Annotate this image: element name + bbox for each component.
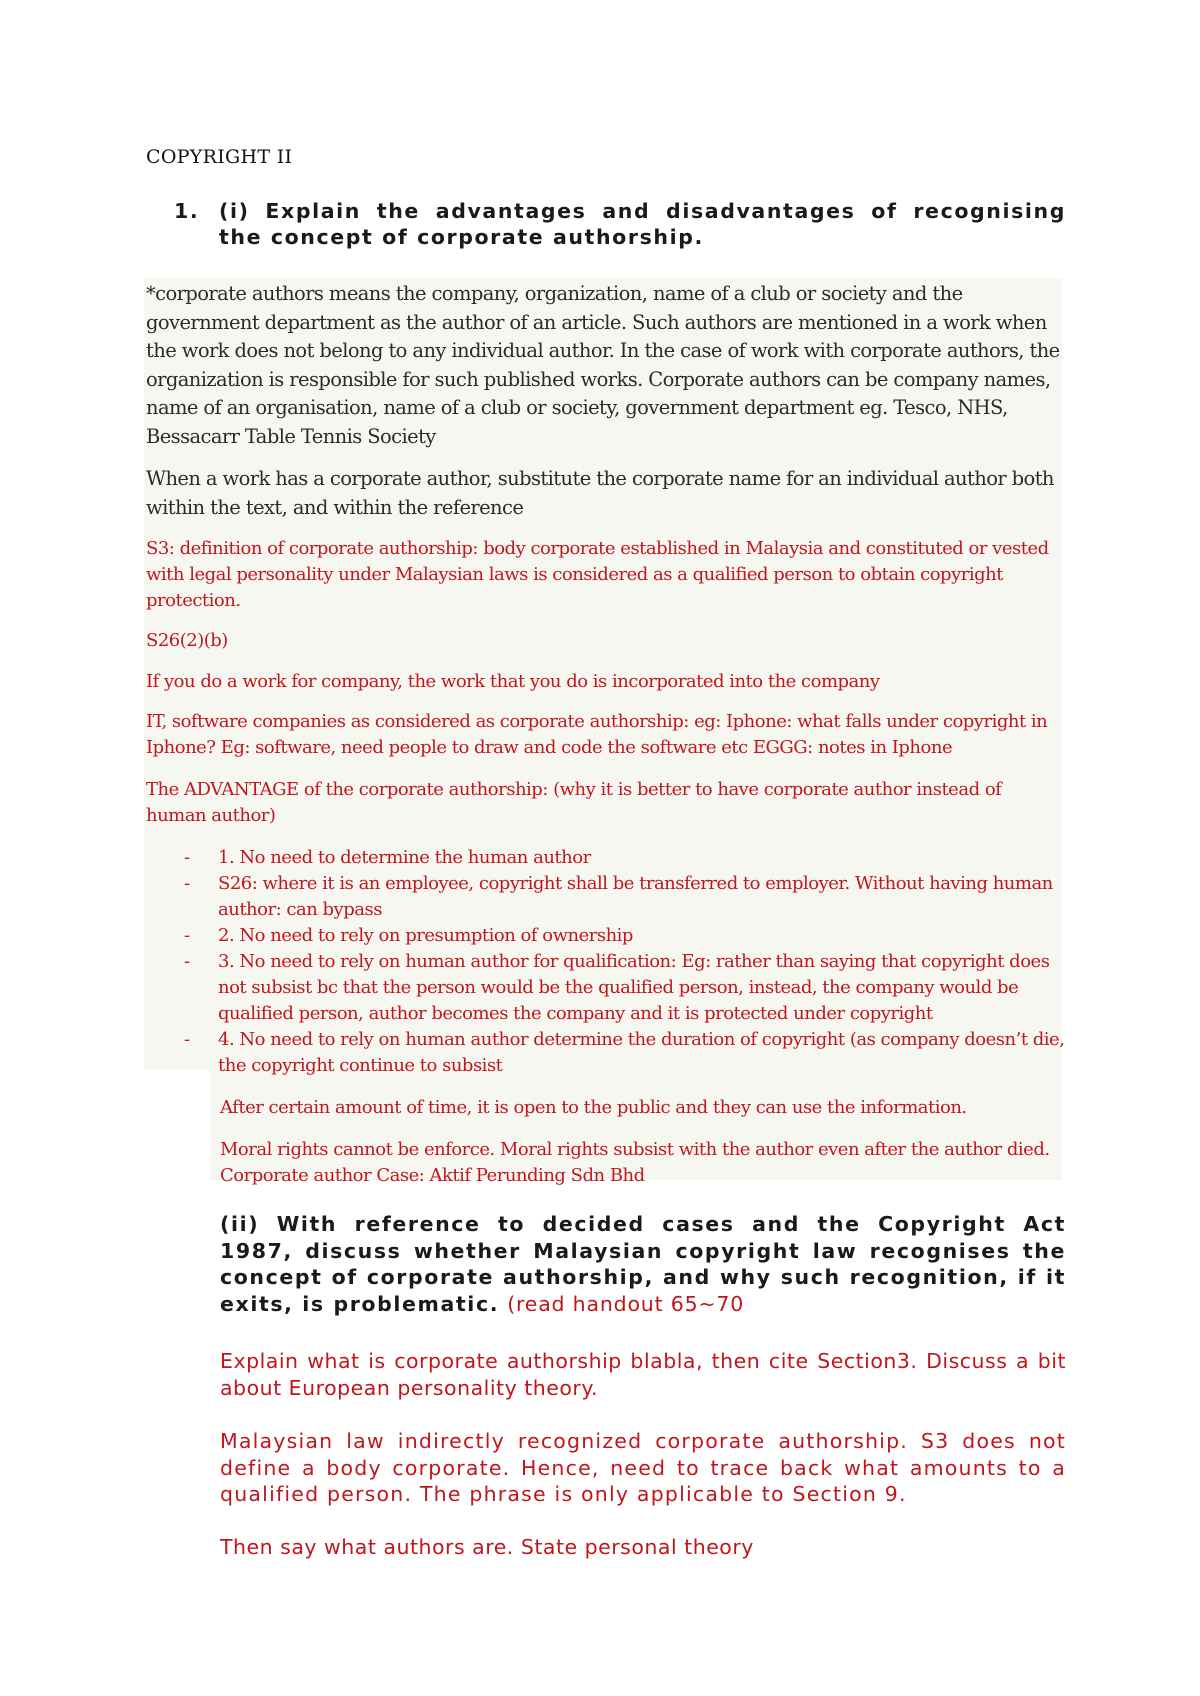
corporate-author-definition: *corporate authors means the company, organization, name of a club or society and the government department as the author of an article. Such authors are mentioned in a work when the work does not belong to any individual author. In the case of work with corporate authors, the organization is responsible for such published works. Corporate authors can be company names, name of an organisation, name of a club or society, government department eg. Tesco, NHS, Bessacarr Table Tennis Society bbox=[146, 282, 1060, 448]
answer-line-3: Then say what authors are. State personal theory bbox=[220, 1535, 754, 1559]
document-heading: COPYRIGHT II bbox=[146, 146, 293, 168]
company-work-note: If you do a work for company, the work that you do is incorporated into the company bbox=[146, 671, 880, 692]
bullet-dash: - bbox=[184, 925, 190, 946]
list-item: - 2. No need to rely on presumption of ownership bbox=[146, 923, 1066, 949]
list-item: - S26: where it is an employee, copyright shall be transferred to employer. Without having human author: can bypass bbox=[184, 873, 1053, 920]
question-1-text: (i) Explain the advantages and disadvantages of recognising the concept of corporate authorship. bbox=[219, 199, 1066, 249]
moral-rights-note: Moral rights cannot be enforce. Moral rights subsist with the author even after the author died. Corporate author Case: Aktif Perunding Sdn Bhd bbox=[220, 1139, 1050, 1186]
public-domain-note: After certain amount of time, it is open to the public and they can use the information. bbox=[220, 1097, 967, 1118]
shaded-notes-gap bbox=[144, 1070, 210, 1180]
software-example-note: IT, software companies as considered as corporate authorship: eg: Iphone: what falls under copyright in Iphone? Eg: software, need people to draw and code the software etc EGGG: notes in Iphone bbox=[146, 711, 1048, 758]
list-item: - 3. No need to rely on human author for qualification: Eg: rather than saying that copyright does not subsist bc that the person would be the qualified person, instead, the company would be qualified person, author becomes the company and it is protected under copyright bbox=[184, 951, 1050, 1024]
question-2-handout-note: (read handout 65~70 bbox=[507, 1291, 745, 1316]
advantage-heading: The ADVANTAGE of the corporate authorship: (why it is better to have corporate author instead of human author) bbox=[146, 779, 1002, 826]
answer-line-1: Explain what is corporate authorship blabla, then cite Section3. Discuss a bit about European personality theory. bbox=[220, 1349, 1066, 1400]
list-item: - 1. No need to determine the human author bbox=[146, 845, 1066, 871]
question-1-number: 1. bbox=[174, 199, 200, 223]
answer-line-2: Malaysian law indirectly recognized corporate authorship. S3 does not define a body corporate. Hence, need to trace back what amounts to a qualified person. The phrase is only applicable to Section 9. bbox=[220, 1429, 1066, 1506]
corporate-author-usage: When a work has a corporate author, substitute the corporate name for an individual author both within the text, and within the reference bbox=[146, 467, 1054, 519]
section-3-note: S3: definition of corporate authorship: body corporate established in Malaysia and constituted or vested with legal personality under Malaysian laws is considered as a qualified person to obtain copyright protection. bbox=[146, 538, 1049, 611]
bullet-dash: - bbox=[184, 1029, 190, 1050]
bullet-dash: - bbox=[184, 873, 190, 894]
section-26-ref: S26(2)(b) bbox=[146, 630, 228, 651]
question-2-text: (ii) With reference to decided cases and the Copyright Act 1987, discuss whether Malaysian copyright law recognises the concept of corporate authorship, and why such recognition, if it exits, is problematic. bbox=[220, 1212, 1066, 1316]
advantages-list bbox=[146, 845, 1066, 1079]
bullet-dash: - bbox=[184, 847, 190, 868]
list-item: - 4. No need to rely on human author determine the duration of copyright (as company doesn’t die, the copyright continue to subsist bbox=[184, 1029, 1065, 1076]
question-1 bbox=[174, 198, 1066, 250]
question-2 bbox=[220, 1211, 1066, 1317]
bullet-dash: - bbox=[184, 951, 190, 972]
